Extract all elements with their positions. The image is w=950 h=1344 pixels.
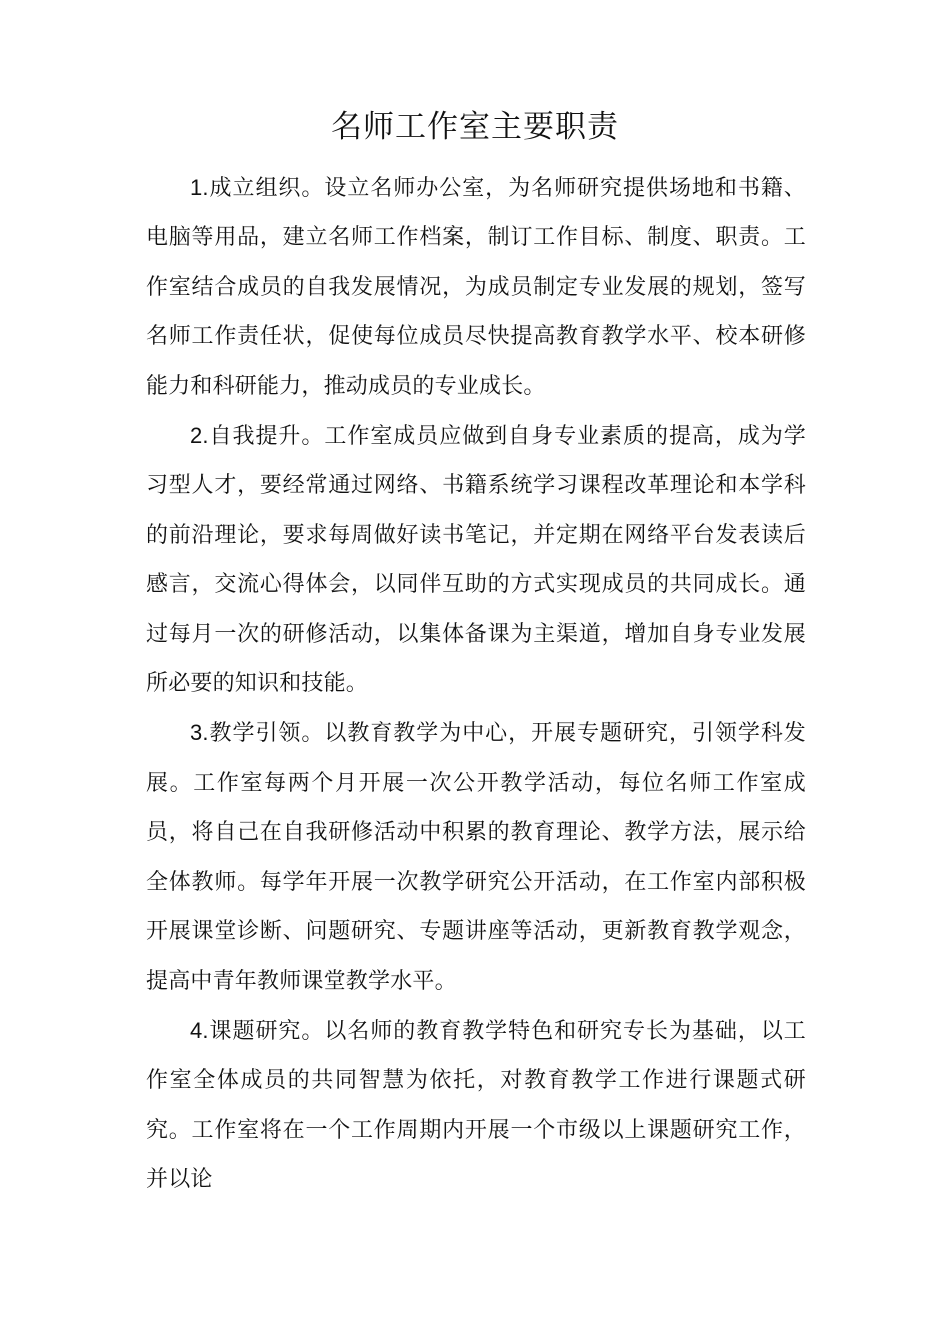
paragraph-text: 自我提升。工作室成员应做到自身专业素质的提高，成为学习型人才，要经常通过网络、书籍系统学习课程改革理论和本学科的前沿理论，要求每周做好读书笔记，并定期在网络平台发表读后感言，交流心得体会，以同伴互助的方式实现成员的共同成长。通过每月一次的研修活动，以集体备课为主渠道，增加自身专业发展所必要的知识和技能。 (146, 424, 806, 697)
paragraph-1 (146, 163, 806, 411)
paragraph-text: 成立组织。设立名师办公室，为名师研究提供场地和书籍、电脑等用品，建立名师工作档案，制订工作目标、制度、职责。工作室结合成员的自我发展情况，为成员制定专业发展的规划，签写名师工作责任状，促使每位成员尽快提高教育教学水平、校本研修能力和科研能力，推动成员的专业成长。 (146, 176, 806, 399)
page-title: 名师工作室主要职责 (331, 109, 619, 145)
paragraph-3 (146, 708, 806, 1005)
paragraph-4 (146, 1006, 806, 1205)
paragraph-text: 教学引领。以教育教学为中心，开展专题研究，引领学科发展。工作室每两个月开展一次公开教学活动，每位名师工作室成员，将自己在自我研修活动中积累的教育理论、教学方法，展示给全体教师。每学年开展一次教学研究公开活动，在工作室内部积极开展课堂诊断、问题研究、专题讲座等活动，更新教育教学观念，提高中青年教师课堂教学水平。 (146, 721, 806, 994)
paragraph-number: 2. (190, 423, 209, 449)
paragraph-number: 4. (190, 1017, 209, 1043)
paragraph-number: 1. (190, 175, 209, 200)
paragraph-2 (146, 411, 806, 708)
paragraph-text: 课题研究。以名师的教育教学特色和研究专长为基础，以工作室全体成员的共同智慧为依托，对教育教学工作进行课题式研究。工作室将在一个工作周期内开展一个市级以上课题研究工作，并以论 (146, 1018, 806, 1193)
document-body (146, 163, 806, 1205)
paragraph-number: 3. (190, 720, 209, 746)
